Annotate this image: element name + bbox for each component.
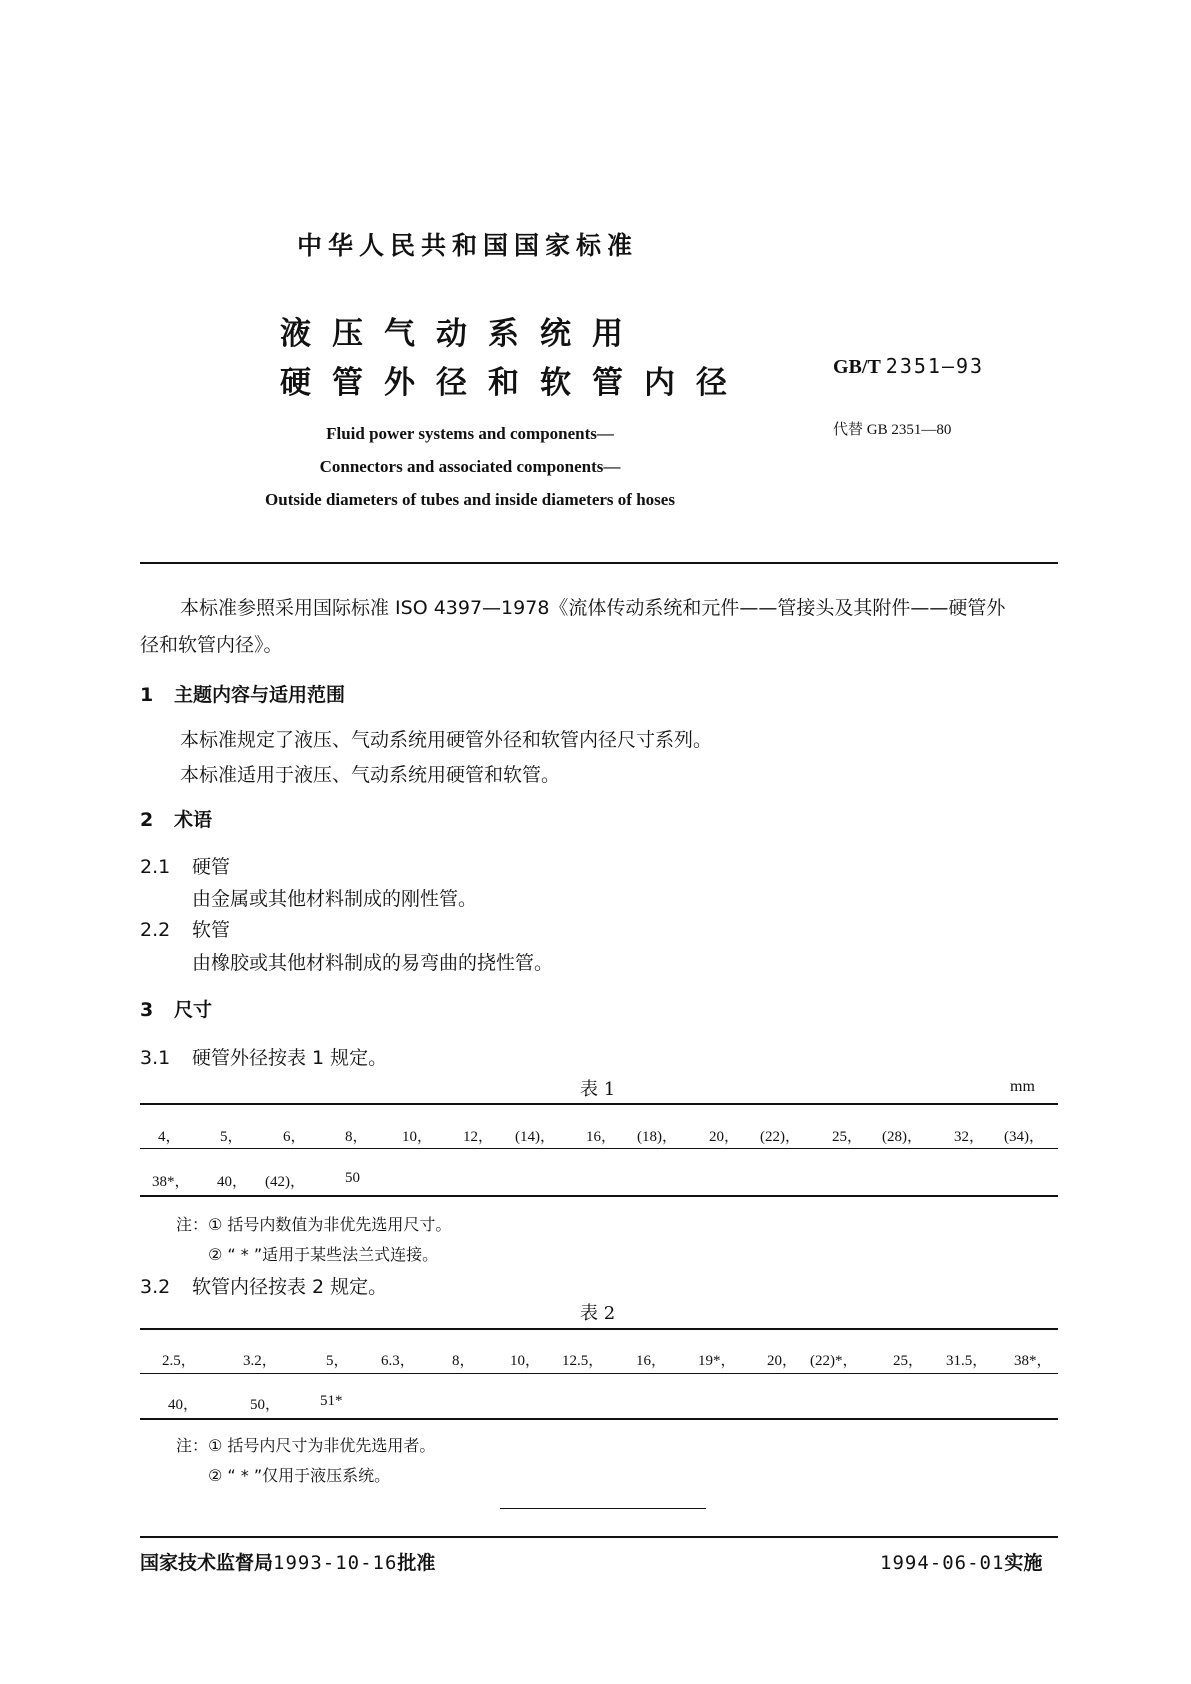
clause-2-1-definition: 由金属或其他材料制成的刚性管。 (192, 888, 478, 910)
table-2-cell: 38*， (1014, 1353, 1052, 1369)
clause-3-1 (140, 1043, 387, 1070)
intro-line-2: 径和软管内径》。 (140, 634, 283, 656)
table-1-cell: (22)， (760, 1129, 800, 1145)
table-1-unit: mm (1010, 1078, 1035, 1095)
clause-2-2-number: 2.2 (140, 919, 171, 941)
table-1-cell: 8， (345, 1129, 368, 1145)
clause-3-2 (140, 1272, 387, 1299)
end-of-text-rule (500, 1508, 706, 1509)
section-1-para-1: 本标准规定了液压、气动系统用硬管外径和软管内径尺寸系列。 (180, 729, 713, 751)
section-3-number: 3 (140, 999, 154, 1021)
intro-line-1: 本标准参照采用国际标准 ISO 4397—1978《流体传动系统和元件——管接头及其附件——硬管外 (180, 597, 1006, 619)
table-1-cell: (14)， (515, 1129, 555, 1145)
section-2-number: 2 (140, 809, 154, 831)
table-1-cell: 12， (463, 1129, 494, 1145)
table-1-top-rule (140, 1103, 1058, 1105)
clause-3-2-text: 软管内径按表 2 规定。 (192, 1276, 388, 1298)
section-3-title: 尺寸 (174, 999, 213, 1021)
section-3-heading (140, 995, 212, 1022)
table-1-cell: 50 (345, 1170, 360, 1186)
clause-2-1-number: 2.1 (140, 856, 171, 878)
replaces-standard: 代替 GB 2351—80 (833, 422, 952, 438)
table-2-note-2: ② “ * ”仅用于液压系统。 (208, 1466, 391, 1485)
table-2-top-rule (140, 1328, 1058, 1330)
table-1-cell: 20， (709, 1129, 740, 1145)
table-1-cell: (42)， (265, 1174, 305, 1190)
english-title-line-2: Connectors and associated components— (319, 457, 621, 476)
table-1-mid-rule (140, 1148, 1058, 1149)
table-1-cell: 25， (832, 1129, 863, 1145)
title-line-1: 液压气动系统用 (280, 316, 644, 352)
section-1-title: 主题内容与适用范围 (174, 684, 346, 706)
table-1-cell: 10， (402, 1129, 433, 1145)
table-1-cell: 32， (954, 1129, 985, 1145)
table-1-cell: (28)， (882, 1129, 922, 1145)
code-number: 2351—93 (885, 354, 985, 378)
table-2-cell: 19*， (698, 1353, 736, 1369)
clause-2-2-heading (140, 915, 230, 942)
table-2-cell: 31.5， (946, 1353, 988, 1369)
clause-3-1-text: 硬管外径按表 1 规定。 (192, 1047, 388, 1069)
table-2-cell: 6.3， (381, 1353, 415, 1369)
standard-code (833, 354, 984, 379)
english-title-line-1: Fluid power systems and components— (326, 424, 614, 443)
table-2-cell: 51* (320, 1393, 343, 1409)
english-title-line-3: Outside diameters of tubes and inside diameters of hoses (265, 490, 675, 509)
table-2-cell: 5， (326, 1353, 349, 1369)
approval-organization: 国家技术监督局 (140, 1552, 274, 1574)
table-1-cell: 16， (586, 1129, 617, 1145)
section-2-title: 术语 (174, 809, 213, 831)
table-2-cell: 10， (510, 1353, 541, 1369)
table-1-caption: 表 1 (580, 1079, 616, 1100)
clause-3-2-number: 3.2 (140, 1276, 171, 1298)
table-2-cell: 40， (168, 1397, 199, 1413)
section-2-heading (140, 805, 212, 832)
table-2-mid-rule (140, 1373, 1058, 1374)
table-2-cell: 3.2， (243, 1353, 277, 1369)
table-2-bottom-rule (140, 1418, 1058, 1420)
table-1-cell: (34)， (1004, 1129, 1044, 1145)
table-2-cell: 50， (250, 1397, 281, 1413)
table-2-cell: 8， (452, 1353, 475, 1369)
clause-3-1-number: 3.1 (140, 1047, 171, 1069)
national-standard-heading: 中华人民共和国国家标准 (297, 231, 639, 260)
table-1-bottom-rule (140, 1195, 1058, 1197)
table-2-cell: 25， (893, 1353, 924, 1369)
title-line-2: 硬管外径和软管内径 (280, 365, 748, 401)
table-1-note-2: ② “ * ”适用于某些法兰式连接。 (208, 1245, 439, 1264)
clause-2-1-title: 硬管 (192, 856, 231, 878)
table-1-cell: 5， (220, 1129, 243, 1145)
clause-2-2-definition: 由橡胶或其他材料制成的易弯曲的挠性管。 (192, 952, 554, 974)
table-2-cell: 16， (636, 1353, 667, 1369)
table-2-caption: 表 2 (580, 1303, 616, 1324)
header-divider (140, 562, 1058, 564)
implementation-suffix: 实施 (1004, 1552, 1043, 1574)
clause-2-1-heading (140, 852, 230, 879)
section-1-para-2: 本标准适用于液压、气动系统用硬管和软管。 (180, 764, 561, 786)
table-1-cell: 40， (217, 1174, 248, 1190)
table-1-cell: 4， (158, 1129, 181, 1145)
table-2-cell: 12.5， (562, 1353, 604, 1369)
table-1-cell: (18)， (637, 1129, 677, 1145)
approval-date: 1993-10-16 (273, 1552, 398, 1574)
table-2-cell: 20， (767, 1353, 798, 1369)
code-prefix: GB/T (833, 356, 881, 378)
table-1-cell: 6， (283, 1129, 306, 1145)
table-2-cell: 2.5， (162, 1353, 196, 1369)
implementation-line (880, 1548, 1042, 1575)
table-1-cell: 38*， (152, 1174, 190, 1190)
section-1-number: 1 (140, 684, 154, 706)
clause-2-2-title: 软管 (192, 919, 231, 941)
approval-suffix: 批准 (397, 1552, 436, 1574)
table-1-note-1: 注：① 括号内数值为非优先选用尺寸。 (176, 1215, 452, 1234)
section-1-heading (140, 680, 345, 707)
approval-line (140, 1548, 435, 1575)
table-2-cell: (22)*， (810, 1353, 858, 1369)
footer-divider (140, 1536, 1058, 1538)
table-2-note-1: 注：① 括号内尺寸为非优先选用者。 (176, 1436, 436, 1455)
implementation-date: 1994-06-01 (880, 1552, 1005, 1574)
